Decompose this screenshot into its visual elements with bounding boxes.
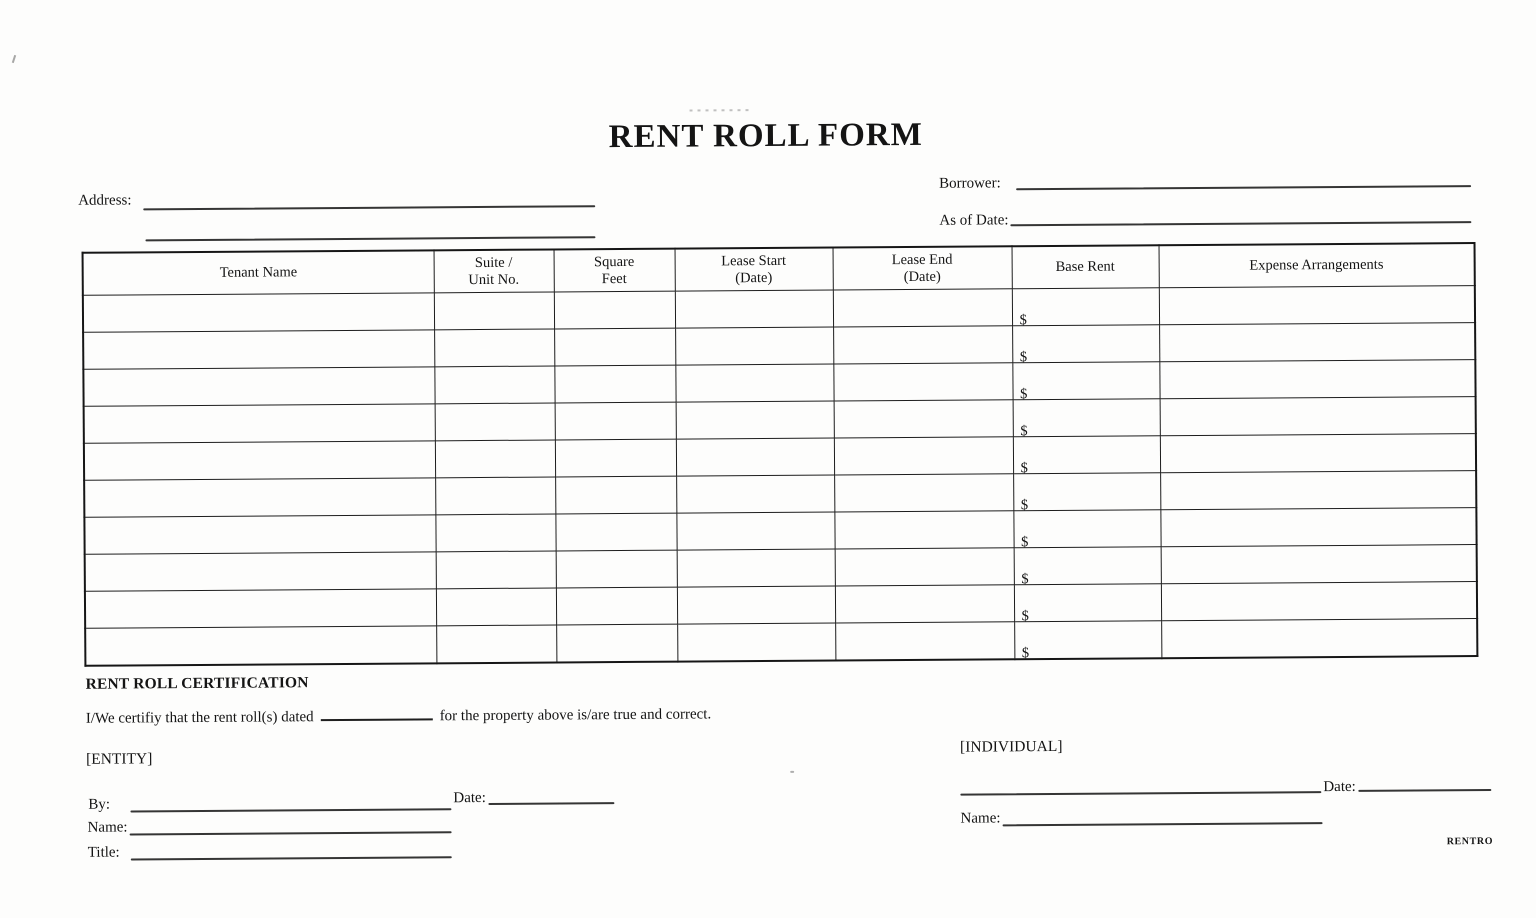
column-header-label2: (Date) xyxy=(735,269,773,286)
currency-symbol: $ xyxy=(1020,496,1029,513)
column-header-label: Lease End xyxy=(891,251,953,269)
currency-symbol: $ xyxy=(1019,311,1027,328)
square-feet-cell xyxy=(554,365,675,403)
suite-unit-no-cell xyxy=(435,403,555,441)
expense-arrangements-cell xyxy=(1160,434,1476,473)
lease-end-cell xyxy=(835,548,1014,586)
rent-roll-table xyxy=(82,242,1479,667)
individual-date-label: Date: xyxy=(1323,778,1356,796)
lease-end-cell xyxy=(833,363,1012,401)
lease-start-cell xyxy=(676,475,834,513)
base-rent-cell xyxy=(1013,510,1160,548)
certification-statement-prefix: I/We certifiy that the rent roll(s) dated xyxy=(85,709,314,727)
tenant-name-cell xyxy=(83,367,434,406)
entity-by-line xyxy=(130,808,451,812)
tenant-name-cell xyxy=(83,293,434,332)
lease-end-cell xyxy=(834,400,1013,438)
borrower-label: Borrower: xyxy=(939,175,1001,192)
entity-name-label: Name: xyxy=(87,819,128,836)
lease-start-cell xyxy=(677,623,835,662)
base-rent-cell xyxy=(1014,584,1161,622)
suite-unit-no-cell xyxy=(436,625,556,663)
currency-symbol: $ xyxy=(1021,644,1030,661)
lease-start-cell xyxy=(676,438,834,476)
lease-end-cell xyxy=(835,622,1014,661)
suite-unit-no-cell xyxy=(434,329,554,367)
currency-symbol: $ xyxy=(1020,422,1028,439)
column-header-label: Base Rent xyxy=(1055,258,1115,276)
as-of-date-line xyxy=(1010,221,1471,226)
individual-name-label: Name: xyxy=(960,810,1001,827)
borrower-line xyxy=(1016,185,1471,190)
square-feet-cell xyxy=(555,513,676,551)
column-header-lease-start xyxy=(675,248,833,292)
suite-unit-no-cell xyxy=(435,477,555,515)
lease-start-cell xyxy=(677,549,835,587)
column-header-label: Suite / xyxy=(474,255,513,272)
address-line-2 xyxy=(145,236,595,241)
tenant-name-cell xyxy=(85,589,436,628)
certification-statement-suffix: for the property above is/are true and correct. xyxy=(439,706,712,725)
column-header-base-rent xyxy=(1012,245,1159,289)
base-rent-cell xyxy=(1013,399,1160,437)
column-header-square-feet xyxy=(554,249,675,292)
as-of-date-label: As of Date: xyxy=(939,212,1009,229)
column-header-expense-arrangements xyxy=(1159,243,1475,288)
expense-arrangements-cell xyxy=(1160,397,1476,436)
individual-name-line xyxy=(1003,822,1323,826)
tenant-name-cell xyxy=(85,552,436,591)
base-rent-cell xyxy=(1014,621,1161,660)
column-header-label: Lease Start xyxy=(721,253,787,270)
square-feet-cell xyxy=(554,328,675,366)
column-header-label2: (Date) xyxy=(903,268,941,285)
column-header-label: Tenant Name xyxy=(219,264,298,282)
scan-artifact-speckle xyxy=(790,771,794,773)
entity-heading: [ENTITY] xyxy=(86,750,153,768)
square-feet-cell xyxy=(555,402,676,440)
lease-end-cell xyxy=(833,326,1012,364)
base-rent-cell xyxy=(1012,325,1159,363)
square-feet-cell xyxy=(556,587,677,625)
tenant-name-cell xyxy=(84,515,435,554)
page-title: RENT ROLL FORM xyxy=(608,116,923,156)
base-rent-cell xyxy=(1012,288,1159,326)
suite-unit-no-cell xyxy=(434,366,554,404)
currency-symbol: $ xyxy=(1019,348,1028,365)
entity-date-label: Date: xyxy=(453,789,486,807)
column-header-suite-unit-no xyxy=(434,249,554,292)
square-feet-cell xyxy=(555,476,676,514)
expense-arrangements-cell xyxy=(1159,323,1475,362)
tenant-name-cell xyxy=(84,404,435,443)
expense-arrangements-cell xyxy=(1161,582,1477,621)
address-label: Address: xyxy=(78,192,132,209)
expense-arrangements-cell xyxy=(1161,619,1477,659)
certification-statement xyxy=(86,703,712,727)
expense-arrangements-cell xyxy=(1159,286,1475,325)
lease-end-cell xyxy=(833,289,1012,327)
entity-date-line xyxy=(488,802,614,804)
suite-unit-no-cell xyxy=(436,588,556,626)
certification-heading: RENT ROLL CERTIFICATION xyxy=(85,674,309,693)
column-header-label: Square xyxy=(593,254,635,271)
individual-heading: [INDIVIDUAL] xyxy=(959,737,1063,756)
column-header-label2: Feet xyxy=(601,270,627,287)
base-rent-cell xyxy=(1013,436,1160,474)
scan-artifact-dots xyxy=(690,109,750,111)
suite-unit-no-cell xyxy=(436,551,556,589)
rent-roll-table-body xyxy=(83,286,1478,666)
base-rent-cell xyxy=(1014,547,1161,585)
currency-symbol: $ xyxy=(1019,385,1028,402)
lease-end-cell xyxy=(834,474,1013,512)
lease-start-cell xyxy=(675,290,833,328)
tenant-name-cell xyxy=(84,441,435,480)
currency-symbol: $ xyxy=(1020,459,1028,476)
rent-roll-table-container xyxy=(82,242,1479,667)
column-header-label: Expense Arrangements xyxy=(1249,257,1384,275)
entity-by-label: By: xyxy=(88,796,111,813)
currency-symbol: $ xyxy=(1021,533,1029,550)
column-header-lease-end xyxy=(833,246,1012,290)
expense-arrangements-cell xyxy=(1161,545,1477,584)
currency-symbol: $ xyxy=(1021,570,1029,587)
individual-date-line xyxy=(1358,789,1491,792)
entity-title-line xyxy=(131,856,452,860)
currency-symbol: $ xyxy=(1021,607,1029,624)
column-header-tenant-name xyxy=(83,250,434,295)
tenant-name-cell xyxy=(85,626,436,666)
square-feet-cell xyxy=(554,291,675,329)
column-header-label2: Unit No. xyxy=(468,271,520,288)
expense-arrangements-cell xyxy=(1159,360,1475,399)
expense-arrangements-cell xyxy=(1160,508,1476,547)
individual-signature-line xyxy=(960,791,1321,796)
lease-start-cell xyxy=(675,327,833,365)
square-feet-cell xyxy=(556,550,677,588)
tenant-name-cell xyxy=(84,478,435,517)
lease-start-cell xyxy=(677,586,835,624)
suite-unit-no-cell xyxy=(435,514,555,552)
base-rent-cell xyxy=(1013,473,1160,511)
tenant-name-cell xyxy=(83,330,434,369)
address-line-1 xyxy=(143,205,595,210)
form-code: RENTRO xyxy=(1446,835,1494,848)
dated-blank-line xyxy=(321,705,433,721)
lease-start-cell xyxy=(676,401,834,439)
square-feet-cell xyxy=(555,439,676,477)
entity-name-line xyxy=(130,831,452,835)
lease-end-cell xyxy=(835,585,1014,623)
entity-title-label: Title: xyxy=(87,844,120,861)
lease-start-cell xyxy=(676,512,834,550)
base-rent-cell xyxy=(1012,362,1159,400)
square-feet-cell xyxy=(556,624,677,662)
suite-unit-no-cell xyxy=(435,440,555,478)
lease-end-cell xyxy=(834,437,1013,475)
lease-start-cell xyxy=(675,364,833,402)
expense-arrangements-cell xyxy=(1160,471,1476,510)
suite-unit-no-cell xyxy=(434,292,554,330)
lease-end-cell xyxy=(834,511,1013,549)
